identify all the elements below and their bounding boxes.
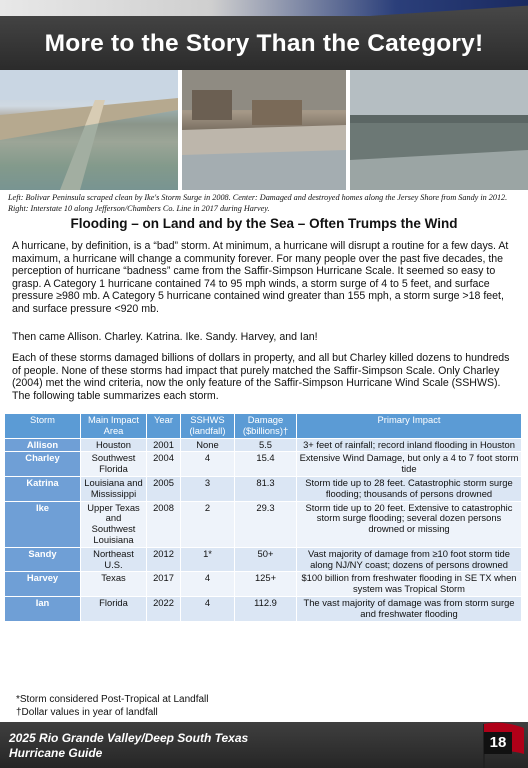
sshws: 3 <box>181 476 235 501</box>
storm-name: Allison <box>5 438 81 452</box>
storm-name: Harvey <box>5 572 81 597</box>
damage: 125+ <box>235 572 297 597</box>
table-row <box>5 596 522 621</box>
year: 2005 <box>147 476 181 501</box>
storm-name: Ian <box>5 596 81 621</box>
sshws: 1* <box>181 547 235 572</box>
year: 2012 <box>147 547 181 572</box>
photo-strip <box>0 70 528 190</box>
damage: 50+ <box>235 547 297 572</box>
sshws: 2 <box>181 501 235 547</box>
interstate-10-image <box>350 70 528 190</box>
footnote-dollar-values: †Dollar values in year of landfall <box>16 707 158 718</box>
storm-name: Katrina <box>5 476 81 501</box>
impact-area: Louisiana and Mississippi <box>81 476 147 501</box>
header-primary-impact: Primary Impact <box>297 414 522 439</box>
table-row <box>5 572 522 597</box>
photo-interstate-10 <box>350 70 528 190</box>
jersey-shore-image <box>182 70 346 190</box>
header-year: Year <box>147 414 181 439</box>
sshws: 4 <box>181 572 235 597</box>
impact-area: Southwest Florida <box>81 452 147 477</box>
storm-name: Sandy <box>5 547 81 572</box>
primary-impact: Extensive Wind Damage, but only a 4 to 7 foot storm tide <box>297 452 522 477</box>
primary-impact: Storm tide up to 28 feet. Catastrophic storm surge flooding; thousands of persons drowned <box>297 476 522 501</box>
table-row <box>5 438 522 452</box>
sshws: 4 <box>181 452 235 477</box>
header-sshws: SSHWS (landfall) <box>181 414 235 439</box>
year: 2001 <box>147 438 181 452</box>
header-damage: Damage ($billions)† <box>235 414 297 439</box>
year: 2004 <box>147 452 181 477</box>
photo-jersey-shore <box>182 70 346 190</box>
year: 2017 <box>147 572 181 597</box>
photo-caption: Left: Bolivar Peninsula scraped clean by Ike's Storm Surge in 2008. Center: Damaged and destroyed homes along the Jersey Shore from Sandy in 2012. Right: Interstate 10 along Jefferson/Chambers Co. Line in 2017 during Harvey. <box>8 193 508 213</box>
primary-impact: 3+ feet of rainfall; record inland flooding in Houston <box>297 438 522 452</box>
intro-paragraph: A hurricane, by definition, is a “bad” storm. At minimum, a hurricane will disrupt a routine for a few days. At maximum, a hurricane will change a community forever. For many people over the past five decades, the perception of hurricane “badness” came from the Saffir-Simpson Hurricane Scale. It seemed so easy to grasp. A Category 1 hurricane contained 74 to 95 mph winds, a storm surge of 4 to 5 feet, and surface pressure ≥980 mb. A Category 5 hurricane contained wind greater than 155 mph, a storm surge >18 feet, and surface pressure <920 mb. <box>12 240 509 315</box>
storm-impact-table <box>4 413 522 622</box>
table-row <box>5 452 522 477</box>
page-number: 18 <box>484 732 512 754</box>
header-impact-area: Main Impact Area <box>81 414 147 439</box>
sshws: 4 <box>181 596 235 621</box>
impact-area: Florida <box>81 596 147 621</box>
photo-bolivar-peninsula <box>0 70 178 190</box>
footer-line-2: Hurricane Guide <box>9 746 103 760</box>
impact-area: Houston <box>81 438 147 452</box>
storm-name: Charley <box>5 452 81 477</box>
impact-area: Texas <box>81 572 147 597</box>
year: 2022 <box>147 596 181 621</box>
summary-paragraph: Each of these storms damaged billions of dollars in property, and all but Charley killed dozens to hundreds of people. None of these storms had impact that purely matched the Saffir-Simpson Scale. Only Charley (2004) met the wind criteria, now the only feature of the Saffir-Simpson Hurricane Wind Scale (SSHWS). The following table summarizes each storm. <box>12 352 510 402</box>
section-heading: Flooding – on Land and by the Sea – Often Trumps the Wind <box>70 216 458 231</box>
damage: 5.5 <box>235 438 297 452</box>
storm-list-paragraph: Then came Allison. Charley. Katrina. Ike. Sandy. Harvey, and Ian! <box>12 331 318 343</box>
damage: 15.4 <box>235 452 297 477</box>
header-storm: Storm <box>5 414 81 439</box>
primary-impact: $100 billion from freshwater flooding in SE TX when system was Tropical Storm <box>297 572 522 597</box>
footnote-post-tropical: *Storm considered Post-Tropical at Landfall <box>16 694 209 705</box>
table-row <box>5 476 522 501</box>
year: 2008 <box>147 501 181 547</box>
primary-impact: Vast majority of damage from ≥10 foot storm tide along NJ/NY coast; dozens of persons drowned <box>297 547 522 572</box>
primary-impact: Storm tide up to 20 feet. Extensive to catastrophic storm surge flooding; several dozen persons drowned or missing <box>297 501 522 547</box>
impact-area: Northeast U.S. <box>81 547 147 572</box>
bolivar-peninsula-image <box>0 70 178 190</box>
table-header-row <box>5 414 522 439</box>
damage: 112.9 <box>235 596 297 621</box>
page-title: More to the Story Than the Category! <box>44 30 484 57</box>
sshws: None <box>181 438 235 452</box>
table-row <box>5 547 522 572</box>
impact-area: Upper Texas and Southwest Louisiana <box>81 501 147 547</box>
footer-line-1: 2025 Rio Grande Valley/Deep South Texas <box>9 731 249 745</box>
storm-name: Ike <box>5 501 81 547</box>
damage: 29.3 <box>235 501 297 547</box>
footer-title <box>9 731 248 761</box>
table-row <box>5 501 522 547</box>
damage: 81.3 <box>235 476 297 501</box>
primary-impact: The vast majority of damage was from storm surge and freshwater flooding <box>297 596 522 621</box>
